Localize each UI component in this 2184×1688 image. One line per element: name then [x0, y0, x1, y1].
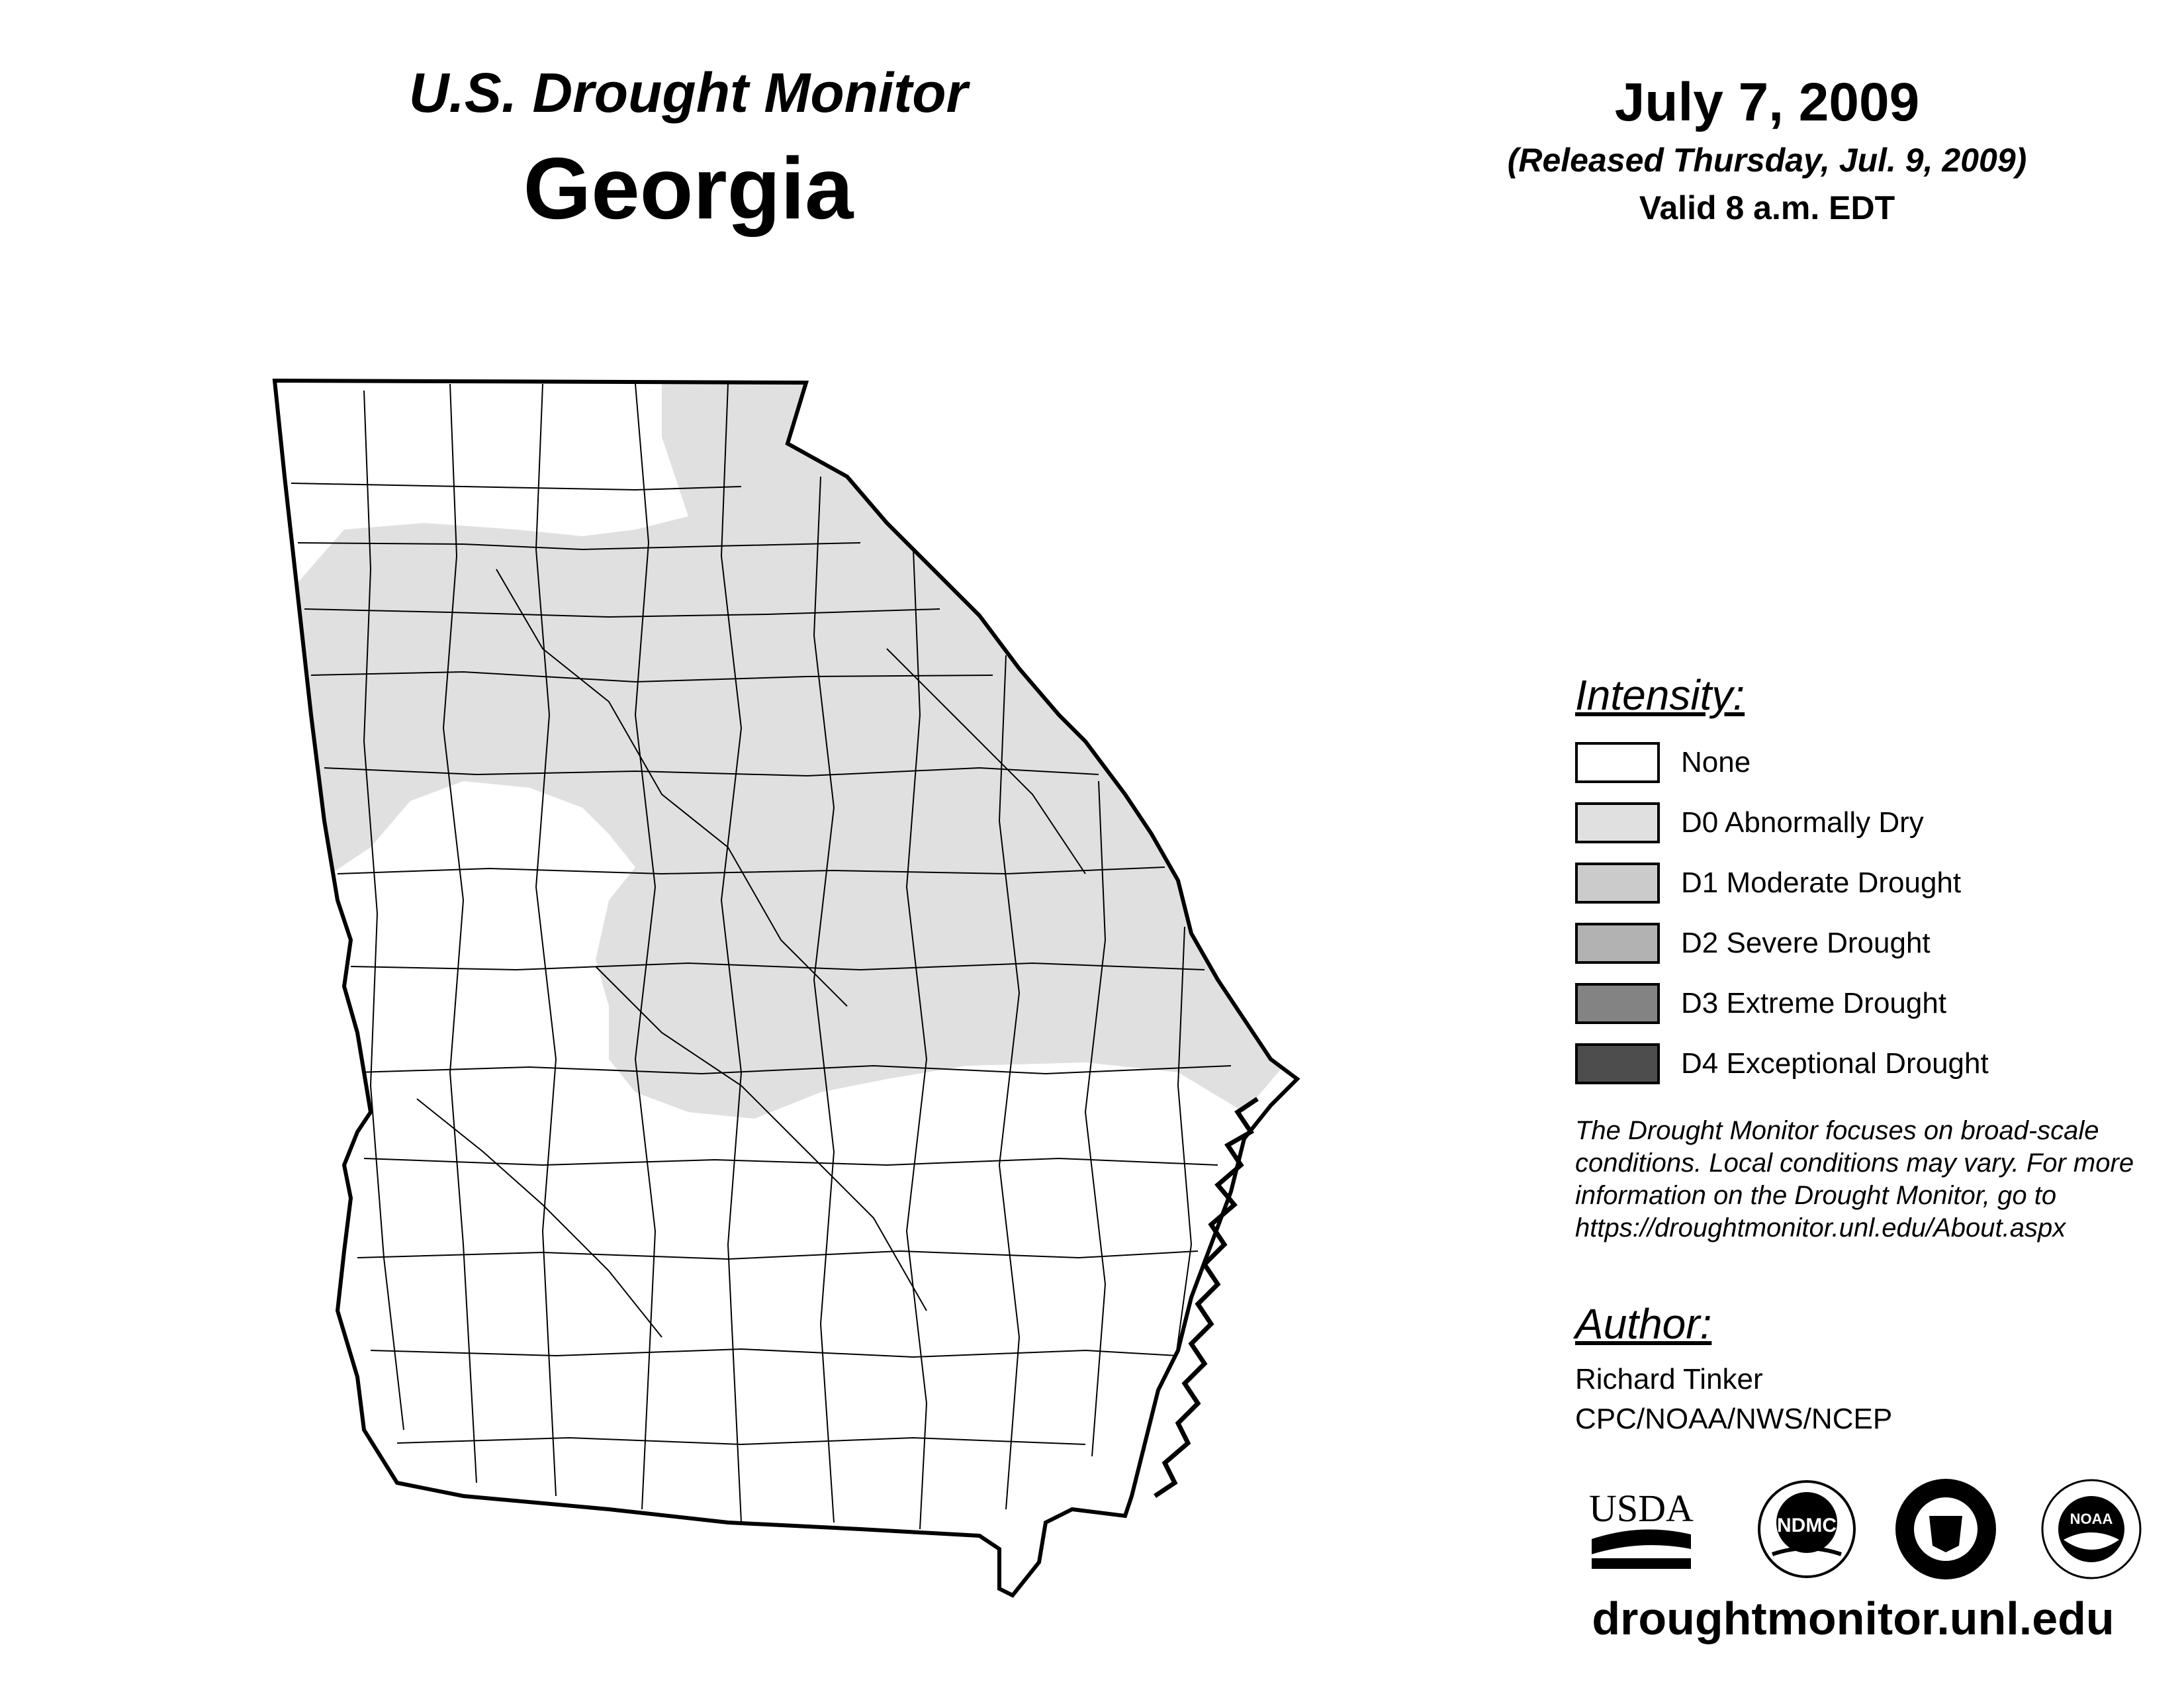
agency-logos — [1588, 1476, 2158, 1582]
legend-label: None — [1681, 745, 1751, 778]
header-title-block — [278, 60, 1099, 245]
legend-item — [1575, 913, 2171, 973]
legend-rows — [1575, 732, 2171, 1094]
svg-text:NDMC: NDMC — [1777, 1515, 1837, 1536]
commerce-seal — [1895, 1479, 1996, 1579]
author-affiliation: CPC/NOAA/NWS/NCEP — [1575, 1403, 1893, 1435]
author-heading: Author: — [1575, 1300, 1712, 1348]
site-url[interactable]: droughtmonitor.unl.edu — [1592, 1593, 2115, 1644]
legend-label: D4 Exceptional Drought — [1681, 1047, 1989, 1080]
usda-logo — [1589, 1487, 1694, 1569]
svg-text:USDA: USDA — [1589, 1487, 1694, 1530]
georgia-drought-map — [265, 371, 1324, 1615]
legend-item — [1575, 1033, 2171, 1094]
legend-item — [1575, 853, 2171, 913]
noaa-logo — [2042, 1480, 2140, 1578]
coastline-islands — [1155, 1099, 1257, 1496]
legend-item — [1575, 973, 2171, 1033]
valid-time: Valid 8 a.m. EDT — [1639, 189, 1895, 226]
legend-item — [1575, 732, 2171, 792]
state-name: Georgia — [523, 140, 854, 237]
legend-swatch — [1575, 802, 1660, 843]
author-name: Richard Tinker — [1575, 1363, 1763, 1395]
legend-label: D3 Extreme Drought — [1681, 986, 1947, 1019]
legend-label: D1 Moderate Drought — [1681, 866, 1962, 899]
legend-swatch — [1575, 1043, 1660, 1084]
legend-item — [1575, 792, 2171, 853]
legend-swatch — [1575, 983, 1660, 1024]
legend — [1575, 669, 2171, 1094]
ndmc-logo — [1759, 1481, 1854, 1577]
date-block — [1423, 66, 2111, 234]
author-block — [1575, 1297, 2171, 1439]
disclaimer-text: The Drought Monitor focuses on broad-scale conditions. Local conditions may vary. For more information on the Drought Monitor, go to https://droughtmonitor.unl.edu/About.aspx — [1575, 1116, 2134, 1243]
legend-label: D0 Abnormally Dry — [1681, 806, 1924, 839]
product-title: U.S. Drought Monitor — [408, 62, 968, 124]
legend-swatch — [1575, 863, 1660, 904]
svg-text:NOAA: NOAA — [2070, 1511, 2113, 1527]
legend-label: D2 Severe Drought — [1681, 926, 1931, 959]
legend-swatch — [1575, 742, 1660, 783]
map-date: July 7, 2009 — [1614, 72, 1920, 132]
legend-swatch — [1575, 923, 1660, 964]
release-note: (Released Thursday, Jul. 9, 2009) — [1507, 142, 2027, 179]
legend-heading: Intensity: — [1575, 671, 1745, 719]
